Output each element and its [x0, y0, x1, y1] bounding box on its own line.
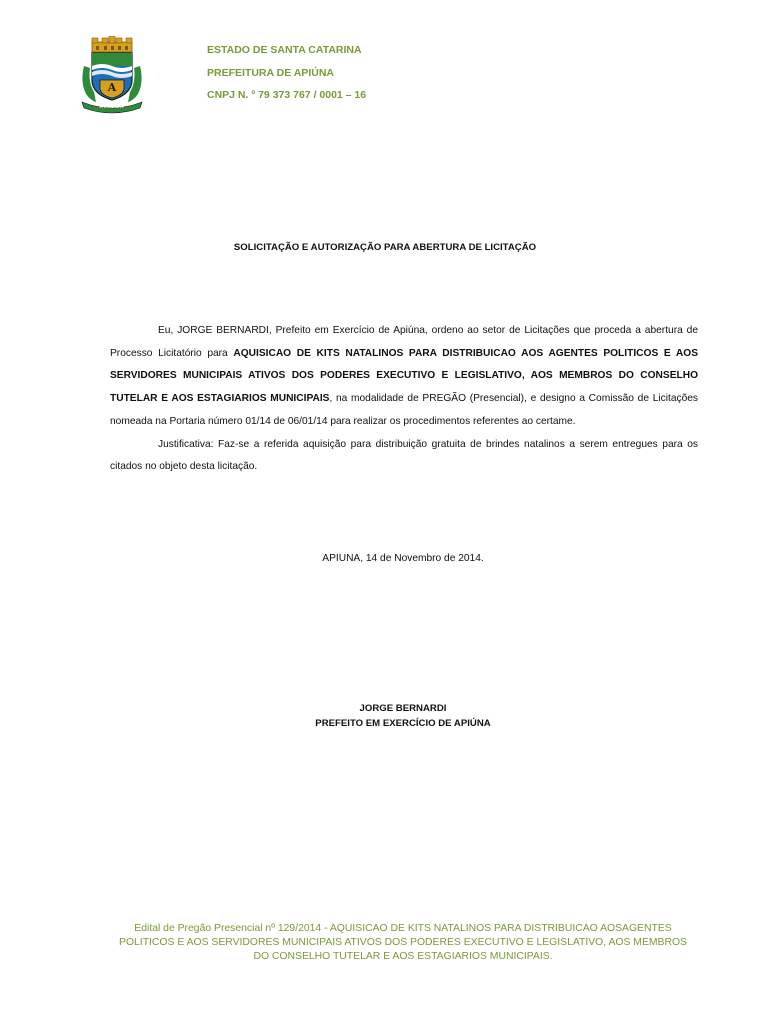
footer-line-1: Edital de Pregão Presencial nº 129/2014 - AQUISICAO DE KITS NATALINOS PARA DISTRIBUICAO AOSAGENTES [134, 923, 672, 934]
municipal-coat-of-arms [78, 36, 146, 114]
footer-line-2: POLITICOS E AOS SERVIDORES MUNICIPAIS ATIVOS DOS PODERES EXECUTIVO E LEGISLATIVO, AOS MEMBROS [119, 937, 687, 949]
justification-paragraph: Justificativa: Faz-se a referida aquisição para distribuição gratuita de brindes natalinos a serem entregues para os citados no objeto desta licitação. [110, 438, 698, 473]
bidding-object: AQUISICAO DE KITS NATALINOS PARA DISTRIBUICAO AOS AGENTES POLITICOS E AOS SERVIDORES MUNICIPAIS ATIVOS DOS PODERES EXECUTIVO E LEGISLATIVO, AOS MEMBROS DO CONSELHO TUTELAR E AOS ESTAGIARIOS MUNICIPAIS [110, 347, 698, 405]
coat-of-arms-icon [78, 36, 146, 114]
crest-banner-text: APIÚNA [99, 104, 125, 110]
footer-line-3: DO CONSELHO TUTELAR E AOS ESTAGIARIOS MUNICIPAIS. [253, 951, 553, 963]
date-line: APIUNA, 14 de Novembro de 2014. [322, 553, 484, 564]
paragraph-details: , na modalidade de PREGÃO (Presencial), e designo a Comissão de Licitações nomeada na Portaria número 01/14 de 06/01/14 para realizar os procedimentos referentes ao certame. [110, 393, 698, 427]
letterhead-cnpj: CNPJ N. º 79 373 767 / 0001 – 16 [207, 89, 367, 101]
signature-block [0, 702, 770, 731]
signatory-name: JORGE BERNARDI [359, 703, 447, 714]
document-body [110, 320, 698, 479]
crest-letter: A [107, 81, 117, 94]
letterhead [207, 43, 366, 111]
letterhead-city-hall: PREFEITURA DE APIÚNA [207, 66, 334, 79]
signatory-role: PREFEITO EM EXERCÍCIO DE APIÚNA [315, 717, 491, 729]
authorization-paragraph [110, 320, 698, 434]
letterhead-state: ESTADO DE SANTA CATARINA [207, 44, 362, 56]
page-footer [100, 922, 706, 965]
paragraph-intro: Eu, JORGE BERNARDI, Prefeito em Exercício de Apiúna, ordeno ao setor de Licitações que proceda a abertura de Processo Licitatório para [110, 325, 698, 359]
document-title: SOLICITAÇÃO E AUTORIZAÇÃO PARA ABERTURA DE LICITAÇÃO [233, 242, 537, 253]
